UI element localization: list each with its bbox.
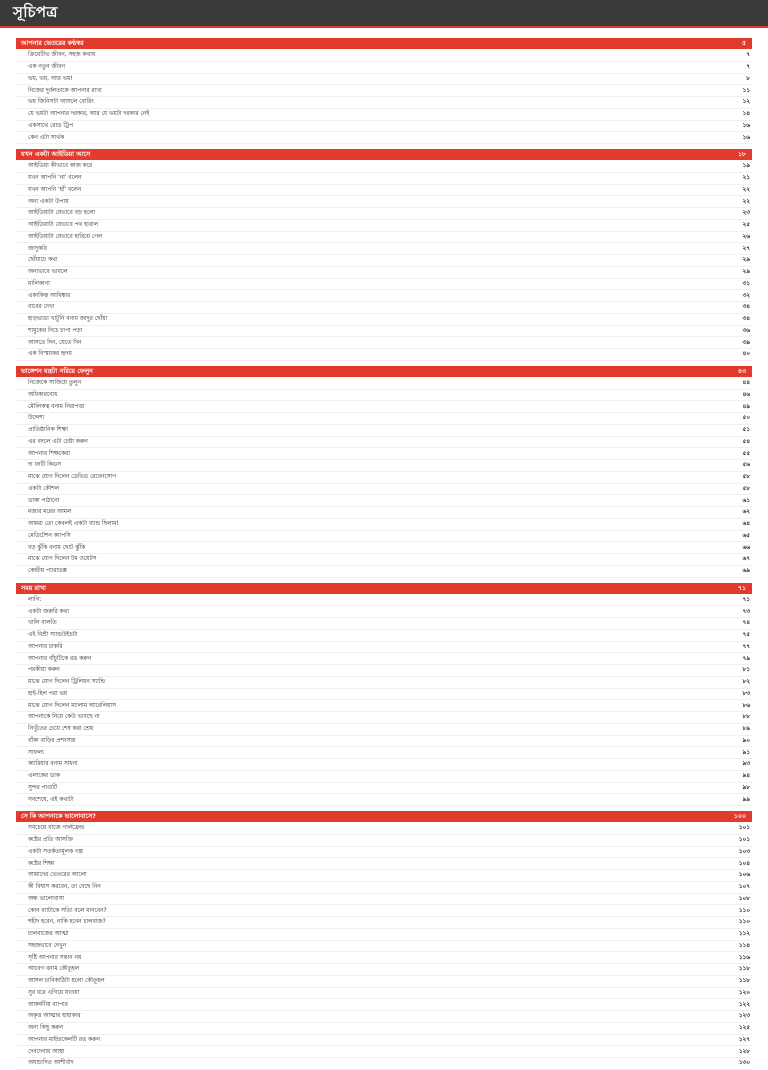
entry-page-number: ৫১ — [742, 427, 750, 434]
entry-title: সবশেষে, এই কথাটা — [28, 796, 74, 803]
entry-title: ক্রিয়েটিভ জীবন, সহজ কথায় — [28, 52, 96, 59]
toc-section — [16, 366, 752, 578]
entry-page-number: ১৪ — [742, 111, 750, 118]
toc-entry[interactable] — [16, 337, 752, 349]
entry-page-number: ৪০ — [742, 351, 750, 358]
toc-entry[interactable] — [16, 712, 752, 724]
entry-title: আইডিয়াটা যেভাবে বড় হলো — [28, 210, 96, 217]
entry-title: মজার মরের আমল — [28, 509, 72, 516]
entry-page-number: ১২৫ — [738, 1025, 750, 1032]
entry-page-number: ৪৪ — [742, 380, 750, 387]
toc-entry[interactable] — [16, 425, 752, 437]
entry-title: শহীদ হবেন, নাকি হবেন চালবাজ? — [28, 919, 106, 926]
toc-entry[interactable] — [16, 460, 752, 472]
toc-entry[interactable] — [16, 378, 752, 390]
entry-page-number: ১২২ — [738, 1001, 750, 1008]
entry-page-number: ১০৬ — [738, 872, 750, 879]
entry-page-number: ৩৪ — [742, 304, 750, 311]
entry-title: মাঝে যোগ দিলেন ম্যালাম আরেলিয়াস — [28, 702, 116, 709]
entry-page-number: ৭৫ — [742, 632, 750, 639]
entry-title: আইডিয়া কীভাবে কাজ করে — [28, 163, 93, 170]
entry-title: যে ভয়টা আপনার দরকার, আর যে ভয়টা দরকার নেই — [28, 111, 150, 118]
toc-section — [16, 583, 752, 807]
entry-page-number: ১১২ — [738, 931, 750, 938]
entry-title: আইডিয়াটা যেভাবে পথ হারাল — [28, 222, 99, 229]
toc-entry[interactable] — [16, 267, 752, 279]
toc-entry[interactable] — [16, 542, 752, 554]
entry-title: হাড়ভাঙা খাটুনি বনাম জাদুর ছোঁয়া — [28, 316, 108, 323]
toc-entry[interactable] — [16, 794, 752, 806]
toc-entry[interactable] — [16, 847, 752, 859]
entry-title: আপনার শিক্ষকেরা — [28, 450, 70, 457]
entry-title: মৌলিকত্ব বনাম নিরাপত্তা — [28, 403, 85, 410]
entry-page-number: ৯৪ — [742, 773, 750, 780]
chapter-page-number: ৫ — [741, 40, 746, 47]
entry-title: হাই-হিল পরা ভয় — [28, 690, 68, 697]
toc-entry[interactable] — [16, 630, 752, 642]
entry-title: একসাথে রোড ট্রিপ — [28, 122, 73, 129]
entry-title: আমাদের ভেতরের আলো — [28, 872, 87, 879]
toc-entry[interactable] — [16, 196, 752, 208]
toc-section — [16, 811, 752, 1070]
entry-title: নিজের দুর্বলতাকে আপনার রাখা — [28, 87, 102, 94]
toc-entry[interactable] — [16, 618, 752, 630]
entry-title: অযাচাদিত আশীর্বাদ — [28, 1060, 74, 1067]
toc-entry[interactable] — [16, 835, 752, 847]
toc-entry[interactable] — [16, 472, 752, 484]
toc-entry[interactable] — [16, 437, 752, 449]
entry-page-number: ৫০ — [742, 415, 750, 422]
entry-title: জাদুকরি — [28, 245, 47, 252]
toc-entry[interactable] — [16, 858, 752, 870]
toc-entry[interactable] — [16, 677, 752, 689]
entry-title: অন্যভাবে ভাবলে — [28, 269, 68, 276]
toc-entry[interactable] — [16, 736, 752, 748]
toc-entry[interactable] — [16, 929, 752, 941]
entry-title: একটা সতর্কতামূলক গল্প — [28, 848, 83, 855]
toc-entry[interactable] — [16, 121, 752, 133]
toc-entry[interactable] — [16, 870, 752, 882]
entry-title: কষ্টের প্রতি আসক্তি — [28, 837, 73, 844]
toc-entry[interactable] — [16, 1046, 752, 1058]
toc-entry[interactable] — [16, 507, 752, 519]
entry-page-number: ১২০ — [738, 989, 750, 996]
chapter-title: যখন একটা আইডিয়া আসে — [21, 151, 91, 158]
chapter-heading[interactable] — [16, 366, 752, 377]
toc-entry[interactable] — [16, 988, 752, 1000]
entry-page-number: ২১ — [742, 175, 750, 182]
entry-page-number: ১০৮ — [738, 895, 750, 902]
toc-entry[interactable] — [16, 97, 752, 109]
entry-page-number: ১১৮ — [738, 978, 750, 985]
entry-page-number: ৫৬ — [742, 462, 750, 469]
entry-title: আমরা তো কেবলই একটা ব্যান্ড ছিলাম! — [28, 521, 119, 528]
entry-page-number: ৮৩ — [742, 690, 750, 697]
toc-entry[interactable] — [16, 302, 752, 314]
toc-entry[interactable] — [16, 62, 752, 74]
toc-entry[interactable] — [16, 326, 752, 338]
entry-page-number: ৫৪ — [742, 438, 750, 445]
toc-entry[interactable] — [16, 823, 752, 835]
chapter-heading[interactable] — [16, 38, 752, 49]
entry-page-number: ৯১ — [742, 749, 750, 756]
entry-title: একাকিত্ব আবিষ্কার — [28, 292, 71, 299]
entry-title: দেবদেবায় আস্থা — [28, 1048, 65, 1055]
toc-entry[interactable] — [16, 314, 752, 326]
entry-title: ক্যারিয়ার বনাম সাধনা — [28, 761, 78, 768]
entry-title: আপনার চাকরি — [28, 643, 63, 650]
toc-entry[interactable] — [16, 390, 752, 402]
toc-entry[interactable] — [16, 50, 752, 62]
entry-page-number: ৬৫ — [742, 532, 750, 539]
entry-page-number: ৫৫ — [742, 450, 750, 457]
toc-entry[interactable] — [16, 999, 752, 1011]
toc-entry[interactable] — [16, 952, 752, 964]
chapter-heading[interactable] — [16, 811, 752, 822]
entry-title: অন্য কিছু করুন — [28, 1025, 64, 1032]
entry-page-number: ১০১ — [738, 837, 750, 844]
page-title: সূচিপত্র — [13, 2, 58, 21]
entry-title: একটা জরুরি কথা — [28, 608, 69, 615]
entry-title: কেন এটা সার্থক — [28, 134, 65, 141]
entry-title: যখন আপনি 'না' বলেন — [28, 175, 82, 182]
toc-entry[interactable] — [16, 747, 752, 759]
entry-title: নিখুঁতের চেয়ে শেষ করা শ্রেয় — [28, 726, 94, 733]
toc-section — [16, 149, 752, 361]
chapter-title: ভাঙ্গেশন যন্ত্রটা সরিয়ে ফেলুন — [21, 367, 93, 375]
entry-page-number: ১১ — [742, 87, 750, 94]
entry-title: প্রাতিষ্ঠানিক শিক্ষা — [28, 427, 68, 434]
entry-title: সৃষ্টি আপনার সন্তান নয় — [28, 954, 82, 961]
entry-title: সাফল্য — [28, 749, 44, 756]
entry-page-number: ৪৯ — [742, 403, 750, 410]
toc-entry[interactable] — [16, 894, 752, 906]
toc-entry[interactable] — [16, 413, 752, 425]
entry-page-number: ৮২ — [742, 679, 750, 686]
entry-title: সুর ধরে এগিয়ে যাওয়া — [28, 989, 80, 996]
entry-page-number: ৮১ — [742, 667, 750, 674]
entry-page-number: ৮৯ — [742, 726, 750, 733]
toc-entry[interactable] — [16, 208, 752, 220]
toc-entry[interactable] — [16, 185, 752, 197]
entry-page-number: ৯৮ — [742, 784, 750, 791]
entry-title: এলাকের ডাক — [28, 773, 60, 780]
entry-page-number: ১০৩ — [738, 848, 750, 855]
entry-page-number: ২৯ — [742, 257, 750, 264]
toc-entry[interactable] — [16, 220, 752, 232]
toc-entry[interactable] — [16, 917, 752, 929]
entry-title: এই বিশ্রী স্যান্ডউইচটা — [28, 632, 78, 639]
entry-title: ভয়, ভয়, আর ভয়! — [28, 75, 73, 82]
entry-page-number: ৩৪ — [742, 316, 750, 323]
entry-title: সুন্দর পাগুটি — [28, 784, 58, 791]
entry-page-number: ২৭ — [742, 245, 750, 252]
toc-entry[interactable] — [16, 1023, 752, 1035]
entry-page-number: ২৯ — [742, 269, 750, 276]
entry-page-number: ৬১ — [742, 497, 750, 504]
entry-title: যখন আপনি 'হাঁ' বলেন — [28, 186, 82, 193]
entry-page-number: ৭৭ — [742, 643, 750, 650]
entry-page-number: ২২ — [742, 198, 750, 205]
entry-title: লাগি: — [28, 596, 42, 603]
entry-page-number: ৬৭ — [742, 556, 750, 563]
toc-entry[interactable] — [16, 401, 752, 413]
toc-entry[interactable] — [16, 665, 752, 677]
entry-title: কী বিশ্বাস করবেন, তা বেছে নিন — [28, 884, 101, 891]
entry-page-number: ১১৮ — [738, 966, 750, 973]
entry-page-number: ৭ — [746, 52, 750, 59]
toc-entry[interactable] — [16, 771, 752, 783]
toc-entry[interactable] — [16, 941, 752, 953]
toc-entry[interactable] — [16, 232, 752, 244]
toc-entry[interactable] — [16, 905, 752, 917]
entry-title: পরকীয়া করুন — [28, 667, 60, 674]
chapter-page-number: ১০০ — [733, 813, 746, 820]
toc-section — [16, 38, 752, 144]
chapter-heading[interactable] — [16, 149, 752, 160]
entry-title: আসতে দিন, যেতে দিন — [28, 339, 82, 346]
table-of-contents — [0, 28, 768, 1070]
entry-title: এক বিস্ময়কর হৃদয় — [28, 351, 72, 358]
toc-entry[interactable] — [16, 882, 752, 894]
chapter-title: সে কি আপনাকে ভালোবাসে? — [21, 813, 96, 820]
entry-page-number: ১৯ — [742, 163, 750, 170]
toc-entry[interactable] — [16, 653, 752, 665]
toc-entry[interactable] — [16, 642, 752, 654]
entry-title: কেন্দ্রীয় প্যারাডক্স — [28, 568, 67, 575]
toc-entry[interactable] — [16, 964, 752, 976]
entry-title: অকৃত্ত আত্মার হাহাকার — [28, 1013, 81, 1020]
entry-page-number: ৭৯ — [742, 655, 750, 662]
toc-entry[interactable] — [16, 1011, 752, 1023]
entry-page-number: ৯৩ — [742, 761, 750, 768]
entry-title: এক নতুন জীবন — [28, 64, 65, 71]
entry-page-number: ১০১ — [738, 825, 750, 832]
toc-entry[interactable] — [16, 783, 752, 795]
entry-page-number: ৬৬ — [742, 544, 750, 551]
entry-page-number: ৮ — [746, 75, 750, 82]
entry-page-number: ৮৮ — [742, 714, 750, 721]
entry-title: সহজভাবে দেখুন — [28, 942, 67, 949]
entry-title: আপনাকে নিয়ে কেউ ভাবছে না — [28, 714, 100, 721]
entry-title: কোন ব্যাটাকে সত্যি বলে মানবেন? — [28, 907, 107, 914]
entry-page-number: ১৩০ — [738, 1060, 750, 1067]
chapter-title: সময় রাখা — [21, 584, 46, 592]
toc-entry[interactable] — [16, 132, 752, 144]
toc-entry[interactable] — [16, 606, 752, 618]
entry-title: আকর্ষণীয় ব্যাপার — [28, 1001, 68, 1008]
entry-page-number: ১১৬ — [738, 954, 750, 961]
entry-title: শামুকের নিচে চাপা পড়া — [28, 327, 83, 334]
entry-title: মাঝে যোগ দিলেন ট্রিলিয়ন স্যান্ডি — [28, 679, 106, 686]
entry-title: আপনার বাঁচুটিকে রঙ করুন — [28, 655, 92, 662]
entry-title: এর বদলে এটা চেষ্টা করুন — [28, 438, 88, 445]
entry-title: অন্য একটা উপায় — [28, 198, 69, 205]
entry-page-number: ৮৬ — [742, 702, 750, 709]
entry-title: সবচেয়ে বাজে গার্লফ্রেন্ড — [28, 825, 85, 832]
entry-page-number: ১১০ — [738, 919, 750, 926]
entry-page-number: ৬৯ — [742, 568, 750, 575]
entry-title: ভয় জিনিসটা আসলে বোরিং — [28, 99, 94, 106]
entry-page-number: ১২৮ — [738, 1048, 750, 1055]
entry-title: মাঝে যোগ দিলেন টম ওয়েটস — [28, 556, 97, 563]
entry-page-number: ৫৮ — [742, 474, 750, 481]
toc-entry[interactable] — [16, 290, 752, 302]
toc-entry[interactable] — [16, 724, 752, 736]
entry-title: মালিকানা — [28, 280, 50, 287]
toc-entry[interactable] — [16, 700, 752, 712]
entry-page-number: ৬২ — [742, 509, 750, 516]
toc-entry[interactable] — [16, 595, 752, 607]
entry-title: বড় ঝুঁকি বনাম ছোট ঝুঁকি — [28, 544, 86, 551]
toc-entry[interactable] — [16, 255, 752, 267]
chapter-page-number: ১৮ — [737, 151, 746, 158]
entry-page-number: ২২ — [742, 186, 750, 193]
toc-entry[interactable] — [16, 85, 752, 97]
entry-page-number: ২৬ — [742, 233, 750, 240]
entry-page-number: ৩৬ — [742, 327, 750, 334]
entry-page-number: ১১৪ — [738, 942, 750, 949]
entry-page-number: ৭৪ — [742, 620, 750, 627]
entry-title: উদ্দেশ্য — [28, 415, 45, 422]
entry-title: চালবাজের আত্মা — [28, 931, 69, 938]
entry-title: আসল চাবিকাঠিটা হলো কৌতূহল — [28, 978, 105, 985]
entry-page-number: ১৬ — [742, 134, 750, 141]
entry-page-number: ৪৬ — [742, 391, 750, 398]
toc-entry[interactable] — [16, 448, 752, 460]
entry-title: আপনার মাইন্ডকেলটি রঙ করুন — [28, 1036, 101, 1043]
toc-entry[interactable] — [16, 1035, 752, 1047]
toc-entry[interactable] — [16, 109, 752, 121]
entry-page-number: ৩৯ — [742, 339, 750, 346]
chapter-heading[interactable] — [16, 583, 752, 594]
toc-entry[interactable] — [16, 495, 752, 507]
entry-page-number: ৫৮ — [742, 485, 750, 492]
entry-page-number: ২৫ — [742, 222, 750, 229]
entry-page-number: ৭৩ — [742, 608, 750, 615]
entry-page-number: ৬৪ — [742, 521, 750, 528]
entry-page-number: ৭১ — [742, 596, 750, 603]
toc-entry[interactable] — [16, 161, 752, 173]
entry-title: অন্ধ ভালোবাসা — [28, 895, 65, 902]
entry-page-number: ১২৩ — [738, 1013, 750, 1020]
entry-title: একটা কৌশল — [28, 485, 59, 492]
entry-page-number: ১৬ — [742, 122, 750, 129]
entry-title: ছোঁয়াচে কথা — [28, 257, 58, 264]
toc-entry[interactable] — [16, 279, 752, 291]
chapter-title: আপনার ভেতরের কণ্ঠস্বর — [21, 40, 84, 47]
entry-page-number: ৩২ — [742, 292, 750, 299]
toc-entry[interactable] — [16, 349, 752, 361]
entry-title: খালি বালতি — [28, 620, 57, 627]
toc-entry[interactable] — [16, 1058, 752, 1070]
entry-title: আইডিয়াটা যেভাবে হারিয়ে গেল — [28, 233, 103, 240]
toc-entry[interactable] — [16, 74, 752, 86]
toc-entry[interactable] — [16, 976, 752, 988]
app-header — [0, 0, 768, 28]
entry-page-number: ১১০ — [738, 907, 750, 914]
toc-entry[interactable] — [16, 243, 752, 255]
entry-title: কষ্টের শিক্ষা — [28, 860, 55, 867]
entry-page-number: ১২৭ — [738, 1036, 750, 1043]
chapter-page-number: ৪৩ — [737, 367, 746, 375]
entry-page-number: ১০৭ — [738, 884, 750, 891]
toc-entry[interactable] — [16, 531, 752, 543]
toc-entry[interactable] — [16, 173, 752, 185]
entry-page-number: ৯৯ — [742, 796, 750, 803]
toc-entry[interactable] — [16, 519, 752, 531]
entry-title: আবেগ বনাম কৌতূহল — [28, 966, 80, 973]
entry-page-number: ৩১ — [742, 280, 750, 287]
entry-page-number: ৯০ — [742, 737, 750, 744]
entry-page-number: ১০৪ — [738, 860, 750, 867]
entry-title: অধিকারবোধ — [28, 391, 58, 398]
entry-title: দা ফাটি কিডস — [28, 462, 61, 469]
entry-title: বাবের দেখা — [28, 304, 55, 311]
toc-entry[interactable] — [16, 554, 752, 566]
entry-title: ডাকা পাঠানো — [28, 497, 60, 504]
entry-title: মেডিটেশন ক্যাপসি — [28, 532, 71, 539]
entry-page-number: ২৩ — [742, 210, 750, 217]
entry-title: নিজেকে সাজিয়ে তুলুন — [28, 380, 81, 387]
entry-title: মাঝে যোগ দিলেন ডেভিড রেবেনসোগ — [28, 474, 117, 481]
chapter-page-number: ৭১ — [737, 584, 746, 592]
toc-entry[interactable] — [16, 759, 752, 771]
entry-page-number: ৭ — [746, 64, 750, 71]
toc-entry[interactable] — [16, 566, 752, 578]
entry-title: বাঁকা বাড়ির প্রশংসায় — [28, 737, 76, 744]
entry-page-number: ১২ — [742, 99, 750, 106]
toc-entry[interactable] — [16, 484, 752, 496]
toc-entry[interactable] — [16, 689, 752, 701]
